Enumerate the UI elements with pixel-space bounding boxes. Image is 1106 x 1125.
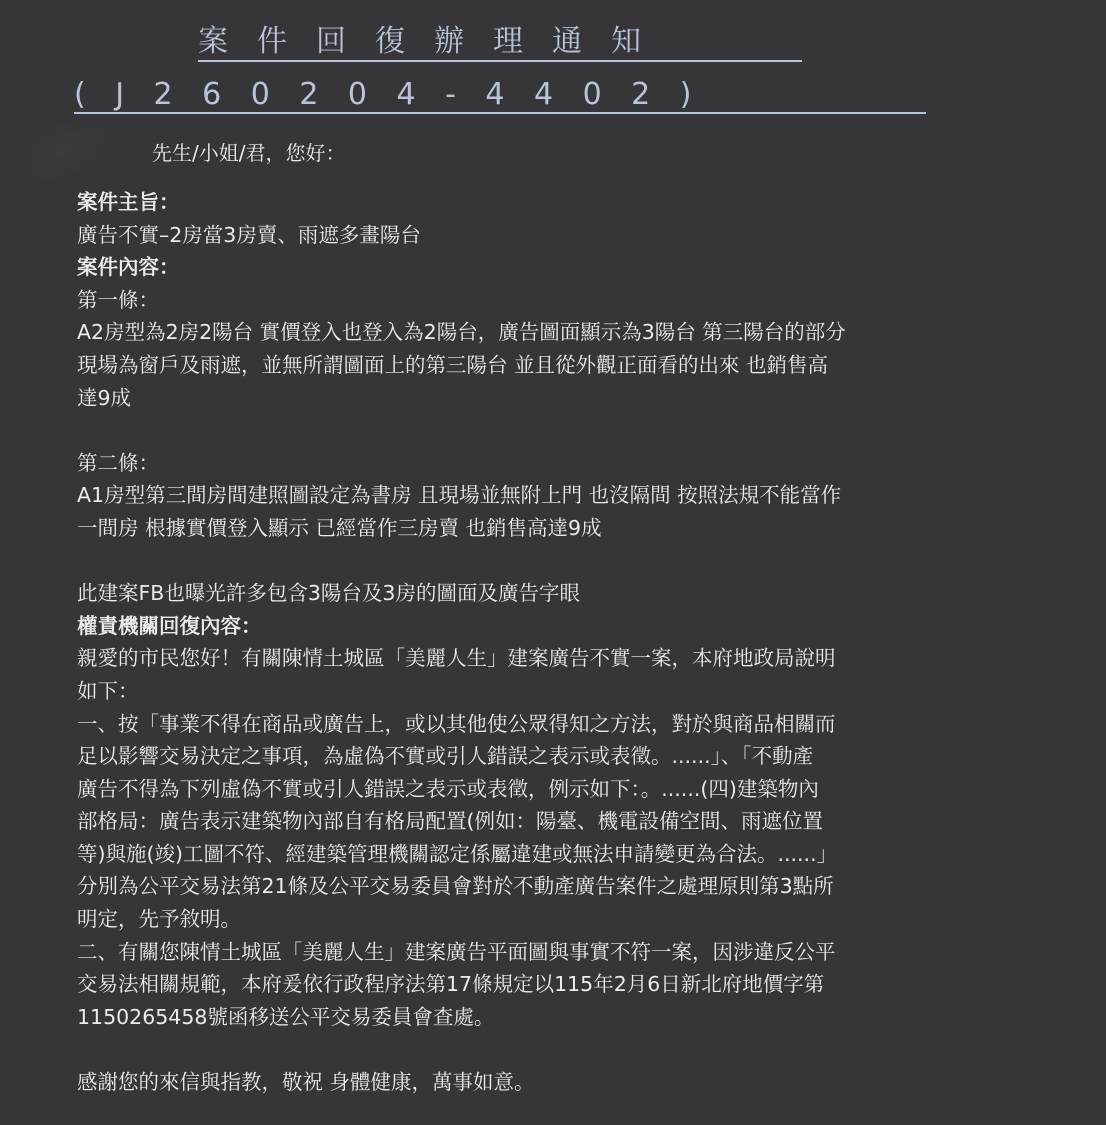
body-line: 交易法相關規範，本府爰依行政程序法第17條規定以115年2月6日新北府地價字第 [77, 972, 825, 997]
body-line: 現場為窗戶及雨遮，並無所謂圖面上的第三陽台 並且從外觀正面看的出來 也銷售高 [77, 352, 829, 377]
notice-title: 案件回復辦理通知 [198, 24, 802, 62]
body-line: 第一條： [77, 287, 159, 312]
section-heading: 權責機關回復內容： [77, 613, 262, 638]
body-line: 達9成 [77, 385, 132, 410]
body-line: 部格局：廣告表示建築物內部自有格局配置(例如：陽臺、機電設備空間、雨遮位置 [77, 809, 823, 834]
body-line: A1房型第三間房間建照圖設定為書房 且現場並無附上門 也沒隔間 按照法規不能當作 [77, 483, 842, 508]
section-heading: 案件主旨： [77, 190, 180, 214]
greeting: 先生/小姐/君，您好： [152, 141, 346, 165]
body-line: 1150265458號函移送公平交易委員會查處。 [77, 1004, 495, 1029]
body-line: 明定，先予敘明。 [77, 907, 241, 932]
body-line [77, 545, 977, 578]
body-line: 足以影響交易決定之事項，為虛偽不實或引人錯誤之表示或表徵。......」、「不動產 [77, 744, 814, 769]
body-line: 親愛的市民您好！有關陳情土城區「美麗人生」建案廣告不實一案，本府地政局說明 [77, 646, 836, 671]
body-line [77, 414, 977, 447]
body-line [77, 1033, 977, 1066]
body-line: 此建案FB也曝光許多包含3陽台及3房的圖面及廣告字眼 [77, 581, 580, 606]
body-line: 廣告不實–2房當3房賣、雨遮多畫陽台 [77, 222, 421, 247]
body-line: 一、按「事業不得在商品或廣告上，或以其他使公眾得知之方法，對於與商品相關而 [77, 711, 836, 736]
body-line: 二、有關您陳情土城區「美麗人生」建案廣告平面圖與事實不符一案，因涉違反公平 [77, 939, 836, 964]
case-number: (J260204-4402) [74, 78, 926, 114]
body-line: 第二條： [77, 450, 159, 475]
body-line: 感謝您的來信與指教，敬祝 身體健康，萬事如意。 [77, 1070, 535, 1095]
notice-body [77, 186, 977, 1099]
body-line: 廣告不得為下列虛偽不實或引人錯誤之表示或表徵，例示如下：。......(四)建築物內 [77, 776, 819, 801]
body-line: 如下： [77, 678, 139, 703]
body-line: 等)與施(竣)工圖不符、經建築管理機關認定係屬違建或無法申請變更為合法。......」 [77, 841, 838, 866]
body-line: 一間房 根據實價登入顯示 已經當作三房賣 也銷售高達9成 [77, 515, 602, 540]
body-line: 分別為公平交易法第21條及公平交易委員會對於不動產廣告案件之處理原則第3點所 [77, 874, 834, 899]
section-heading: 案件內容： [77, 255, 180, 280]
body-line: A2房型為2房2陽台 實價登入也登入為2陽台，廣告圖面顯示為3陽台 第三陽台的部分 [77, 320, 846, 345]
